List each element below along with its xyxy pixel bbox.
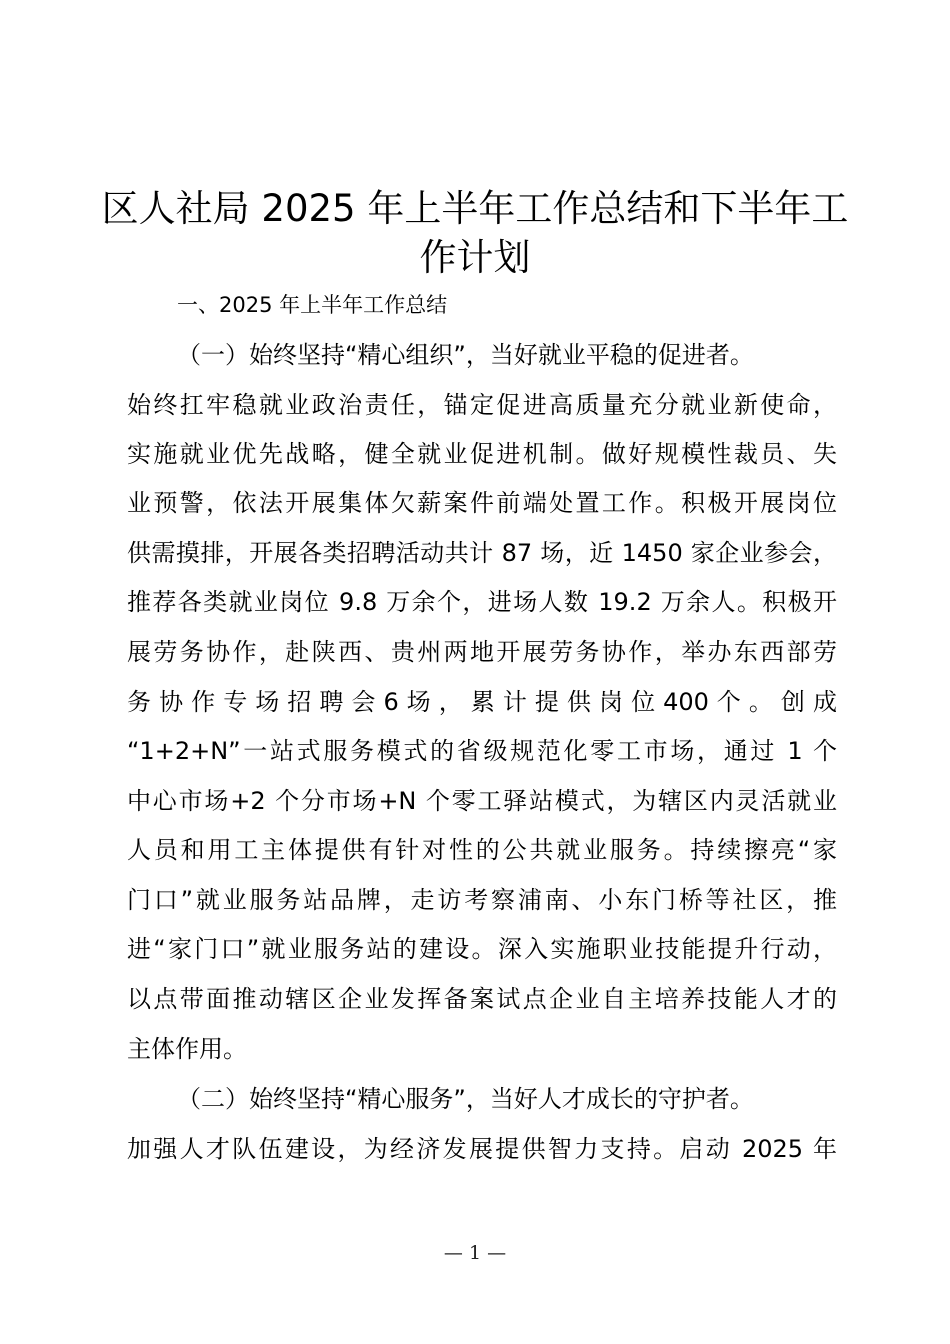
paragraph-1-line: “1+2+N”一站式服务模式的省级规范化零工市场，通过 1 个 [127, 737, 837, 765]
paragraph-1-line: 业预警，依法开展集体欠薪案件前端处置工作。积极开展岗位 [127, 489, 837, 517]
paragraph-1-last-line: 主体作用。 [127, 1035, 247, 1063]
paragraph-1-line: 以点带面推动辖区企业发挥备案试点企业自主培养技能人才的 [127, 985, 837, 1013]
paragraph-2-heading-line: （二）始终坚持“精心服务”，当好人才成长的守护者。 [177, 1085, 754, 1113]
document-title-line-2: 作计划 [419, 236, 531, 279]
paragraph-1-line: 人员和用工主体提供有针对性的公共就业服务。持续擦亮“家 [127, 836, 837, 864]
document-title-line-1: 区人社局 2025 年上半年工作总结和下半年工 [101, 187, 849, 230]
paragraph-2-line: 加强人才队伍建设，为经济发展提供智力支持。启动 2025 年 [127, 1135, 837, 1163]
paragraph-1-line: 门口”就业服务站品牌，走访考察浦南、小东门桥等社区，推 [127, 886, 837, 914]
paragraph-1-line: 中心市场+2 个分市场+N 个零工驿站模式，为辖区内灵活就业 [127, 787, 837, 815]
paragraph-1-line: 供需摸排，开展各类招聘活动共计 87 场，近 1450 家企业参会， [127, 539, 837, 567]
paragraph-1-line: 进“家门口”就业服务站的建设。深入实施职业技能提升行动， [127, 935, 837, 963]
section-heading: 一、2025 年上半年工作总结 [177, 293, 448, 317]
paragraph-1-line: 展劳务协作，赴陕西、贵州两地开展劳务协作，举办东西部劳 [127, 638, 837, 666]
paragraph-1-heading-line: （一）始终坚持“精心组织”，当好就业平稳的促进者。 [177, 341, 754, 369]
paragraph-1-line: 始终扛牢稳就业政治责任，锚定促进高质量充分就业新使命， [127, 391, 837, 419]
page-number: — 1 — [443, 1242, 507, 1264]
paragraph-1-line: 推荐各类就业岗位 9.8 万余个，进场人数 19.2 万余人。积极开 [127, 588, 837, 616]
paragraph-1-line: 务 协 作 专 场 招 聘 会 6 场 ， 累 计 提 供 岗 位 400 个 。 创 成 [127, 688, 837, 716]
paragraph-1-line: 实施就业优先战略，健全就业促进机制。做好规模性裁员、失 [127, 440, 837, 468]
